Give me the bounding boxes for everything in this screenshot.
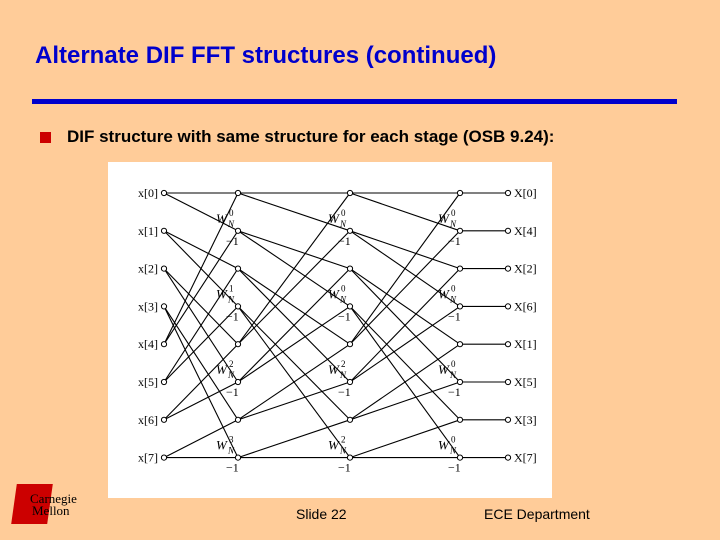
twiddle-label: W [328, 362, 339, 377]
signal-node [161, 379, 166, 384]
twiddle-label: W [328, 437, 339, 453]
signal-node [347, 190, 352, 195]
twiddle-subscript: N [228, 218, 235, 229]
twiddle-exponent: 0 [451, 434, 456, 445]
signal-node [457, 304, 462, 309]
slide-title: Alternate DIF FFT structures (continued) [35, 42, 497, 69]
twiddle-label: W [438, 437, 449, 453]
signal-node [457, 266, 462, 271]
minus-one-label: −1 [338, 460, 351, 475]
twiddle-exponent: 3 [229, 434, 234, 445]
twiddle-label: W [328, 210, 339, 226]
minus-one-label: −1 [448, 460, 461, 475]
signal-node [457, 228, 462, 233]
twiddle-exponent: 1 [229, 283, 234, 294]
signal-node [347, 342, 352, 347]
signal-node [457, 342, 462, 347]
input-label: x[3] [138, 299, 158, 314]
input-label: x[0] [138, 186, 158, 200]
butterfly-branch [350, 382, 460, 420]
butterfly-branch [350, 269, 460, 345]
signal-node [161, 190, 166, 195]
twiddle-exponent: 0 [341, 207, 346, 218]
signal-node [505, 417, 510, 422]
signal-node [347, 304, 352, 309]
twiddle-label: W [216, 210, 227, 226]
twiddle-subscript: N [228, 370, 235, 380]
department-label: ECE Department [484, 506, 590, 522]
signal-node [161, 417, 166, 422]
output-label: X[6] [514, 299, 537, 314]
output-label: X[7] [514, 450, 537, 465]
minus-one-label: −1 [226, 309, 239, 324]
twiddle-subscript: N [450, 218, 457, 229]
signal-node [347, 379, 352, 384]
signal-node [347, 455, 352, 460]
twiddle-exponent: 0 [451, 283, 456, 294]
signal-node [505, 304, 510, 309]
signal-node [235, 190, 240, 195]
output-label: X[0] [514, 186, 537, 200]
signal-node [161, 266, 166, 271]
twiddle-exponent: 2 [341, 434, 346, 445]
butterfly-branch [164, 306, 238, 457]
signal-node [505, 266, 510, 271]
input-label: x[2] [138, 261, 158, 276]
minus-one-label: −1 [448, 309, 461, 324]
logo-text-line1: Carnegie [30, 491, 77, 506]
bullet-item [40, 127, 554, 147]
bullet-text: DIF structure with same structure for each stage (OSB 9.24): [67, 127, 555, 146]
butterfly-branch [238, 231, 350, 269]
output-label: X[2] [514, 261, 537, 276]
twiddle-exponent: 0 [229, 207, 234, 218]
input-label: x[4] [138, 337, 158, 352]
butterfly-branch [238, 382, 350, 420]
signal-node [235, 342, 240, 347]
minus-one-label: −1 [226, 460, 239, 475]
output-label: X[1] [514, 337, 537, 352]
twiddle-subscript: N [450, 370, 457, 380]
signal-node [505, 455, 510, 460]
signal-node [505, 190, 510, 195]
twiddle-subscript: N [450, 294, 457, 305]
signal-node [235, 379, 240, 384]
twiddle-exponent: 0 [451, 207, 456, 218]
minus-one-label: −1 [338, 309, 351, 324]
signal-node [347, 417, 352, 422]
twiddle-label: W [216, 362, 227, 377]
signal-node [235, 228, 240, 233]
fft-flow-diagram [108, 162, 552, 498]
title-divider [32, 99, 677, 104]
twiddle-exponent: 0 [341, 283, 346, 294]
twiddle-subscript: N [228, 445, 235, 456]
butterfly-branch [350, 231, 460, 269]
input-label: x[5] [138, 375, 158, 389]
cmu-logo [14, 484, 77, 524]
signal-node [161, 228, 166, 233]
signal-node [457, 379, 462, 384]
signal-node [235, 417, 240, 422]
twiddle-label: W [328, 286, 339, 302]
output-label: X[3] [514, 412, 537, 427]
twiddle-exponent: 2 [229, 359, 234, 369]
butterfly-branch [238, 269, 350, 345]
signal-node [347, 228, 352, 233]
twiddle-subscript: N [340, 218, 347, 229]
butterfly-branch [164, 420, 238, 458]
signal-node [161, 342, 166, 347]
bullet-square-icon [40, 132, 51, 143]
output-label: X[4] [514, 223, 537, 238]
twiddle-label: W [216, 437, 227, 453]
signal-node [235, 304, 240, 309]
signal-node [235, 266, 240, 271]
twiddle-subscript: N [450, 445, 457, 456]
signal-node [457, 417, 462, 422]
twiddle-exponent: 0 [451, 359, 456, 369]
twiddle-subscript: N [228, 294, 235, 305]
input-label: x[7] [138, 450, 158, 465]
minus-one-label: −1 [226, 385, 239, 399]
twiddle-subscript: N [340, 445, 347, 456]
butterfly-branch [238, 306, 350, 457]
signal-node [161, 304, 166, 309]
twiddle-subscript: N [340, 294, 347, 305]
twiddle-label: W [216, 286, 227, 302]
output-label: X[5] [514, 375, 537, 389]
minus-one-label: −1 [226, 233, 239, 248]
minus-one-label: −1 [338, 385, 351, 399]
slide-number: Slide 22 [296, 506, 347, 522]
fft-flow-graph [108, 162, 552, 498]
signal-node [505, 228, 510, 233]
minus-one-label: −1 [448, 233, 461, 248]
twiddle-label: W [438, 286, 449, 302]
signal-node [505, 379, 510, 384]
twiddle-exponent: 2 [341, 359, 346, 369]
input-label: x[6] [138, 412, 158, 427]
butterfly-branch [164, 269, 238, 345]
twiddle-label: W [438, 362, 449, 377]
signal-node [347, 266, 352, 271]
logo-text-line2: Mellon [32, 503, 70, 518]
minus-one-label: −1 [338, 233, 351, 248]
signal-node [161, 455, 166, 460]
butterfly-branch [164, 193, 238, 231]
minus-one-label: −1 [448, 385, 461, 399]
signal-node [235, 455, 240, 460]
twiddle-subscript: N [340, 370, 347, 380]
butterfly-branch [350, 306, 460, 457]
input-label: x[1] [138, 223, 158, 238]
signal-node [457, 190, 462, 195]
butterfly-branch [164, 306, 238, 419]
twiddle-label: W [438, 210, 449, 226]
signal-node [457, 455, 462, 460]
signal-node [505, 342, 510, 347]
